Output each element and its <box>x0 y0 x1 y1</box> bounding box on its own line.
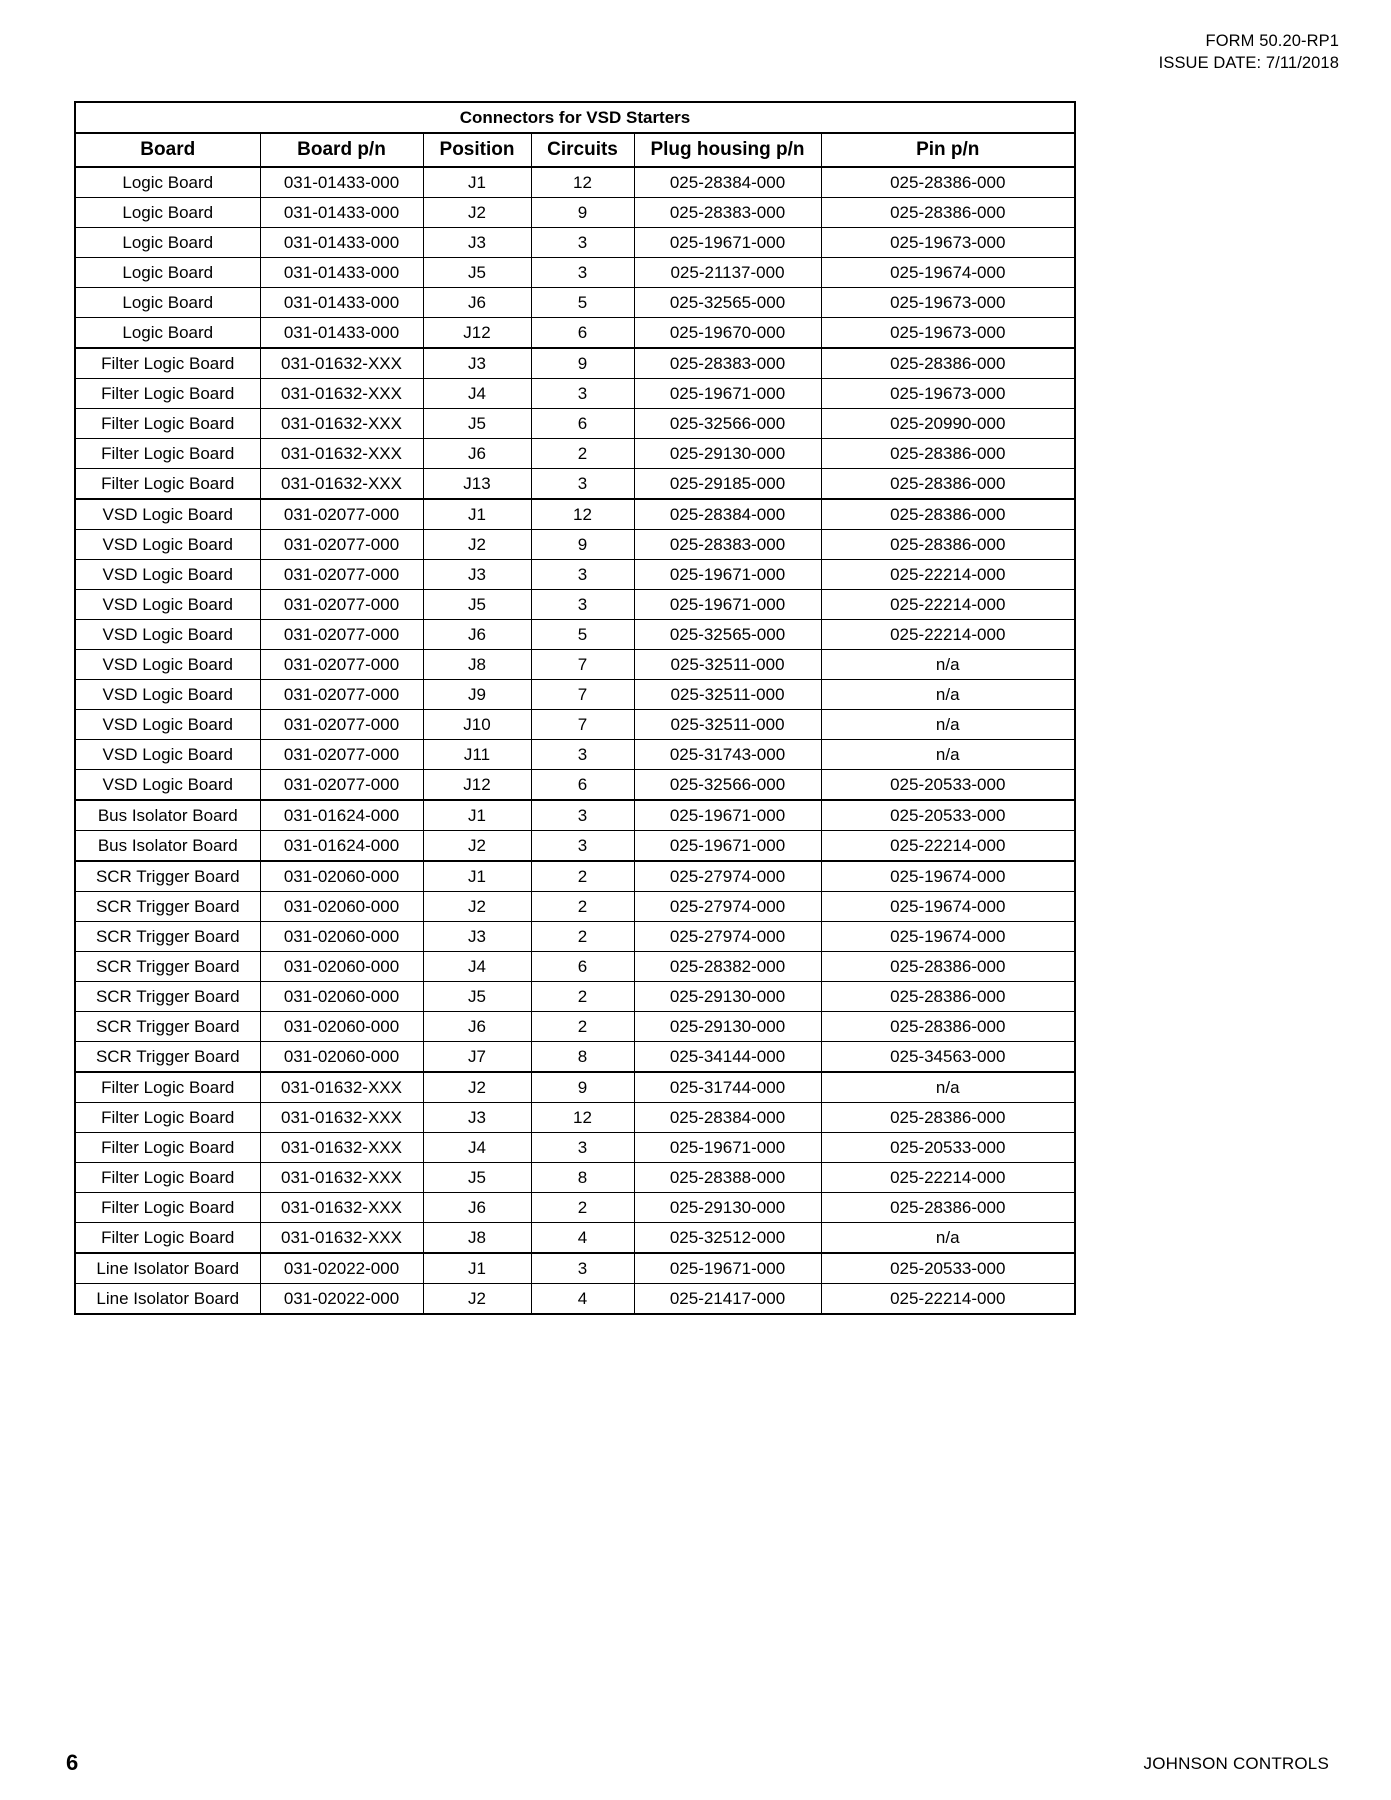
cell-plug-housing-pn: 025-32565-000 <box>634 288 821 318</box>
table-row <box>75 620 1075 650</box>
column-header-board: Board <box>75 133 260 167</box>
cell-board-pn: 031-02077-000 <box>260 560 423 590</box>
cell-pin-pn: 025-19674-000 <box>821 892 1075 922</box>
cell-circuits: 9 <box>531 1072 634 1103</box>
cell-board: Logic Board <box>75 167 260 198</box>
cell-board: Line Isolator Board <box>75 1253 260 1284</box>
cell-board-pn: 031-02060-000 <box>260 892 423 922</box>
cell-pin-pn: 025-28386-000 <box>821 167 1075 198</box>
cell-position: J5 <box>423 982 531 1012</box>
cell-pin-pn: 025-28386-000 <box>821 499 1075 530</box>
cell-plug-housing-pn: 025-27974-000 <box>634 861 821 892</box>
cell-board: Filter Logic Board <box>75 439 260 469</box>
table-row <box>75 1253 1075 1284</box>
cell-plug-housing-pn: 025-28384-000 <box>634 167 821 198</box>
cell-board-pn: 031-01632-XXX <box>260 1193 423 1223</box>
cell-board-pn: 031-01433-000 <box>260 258 423 288</box>
cell-board-pn: 031-01433-000 <box>260 198 423 228</box>
document-footer <box>0 1740 1391 1800</box>
cell-pin-pn: 025-20990-000 <box>821 409 1075 439</box>
cell-plug-housing-pn: 025-32565-000 <box>634 620 821 650</box>
cell-board-pn: 031-01433-000 <box>260 167 423 198</box>
cell-plug-housing-pn: 025-19670-000 <box>634 318 821 349</box>
cell-position: J2 <box>423 831 531 862</box>
cell-circuits: 2 <box>531 861 634 892</box>
cell-circuits: 3 <box>531 379 634 409</box>
table-row <box>75 770 1075 801</box>
cell-board-pn: 031-01632-XXX <box>260 409 423 439</box>
cell-board: VSD Logic Board <box>75 620 260 650</box>
cell-circuits: 3 <box>531 228 634 258</box>
column-header-pin-pn: Pin p/n <box>821 133 1075 167</box>
cell-pin-pn: n/a <box>821 1223 1075 1254</box>
cell-circuits: 12 <box>531 167 634 198</box>
cell-position: J3 <box>423 348 531 379</box>
cell-position: J9 <box>423 680 531 710</box>
cell-pin-pn: n/a <box>821 1072 1075 1103</box>
cell-circuits: 3 <box>531 590 634 620</box>
cell-pin-pn: 025-22214-000 <box>821 620 1075 650</box>
table-row <box>75 167 1075 198</box>
cell-board-pn: 031-02060-000 <box>260 982 423 1012</box>
cell-circuits: 2 <box>531 892 634 922</box>
cell-board-pn: 031-02060-000 <box>260 861 423 892</box>
cell-board-pn: 031-01632-XXX <box>260 379 423 409</box>
cell-pin-pn: 025-22214-000 <box>821 1284 1075 1315</box>
table-row <box>75 861 1075 892</box>
cell-board-pn: 031-01632-XXX <box>260 439 423 469</box>
cell-board: Logic Board <box>75 198 260 228</box>
cell-plug-housing-pn: 025-28384-000 <box>634 499 821 530</box>
cell-position: J12 <box>423 318 531 349</box>
cell-pin-pn: 025-28386-000 <box>821 1103 1075 1133</box>
cell-board: SCR Trigger Board <box>75 892 260 922</box>
table-row <box>75 1012 1075 1042</box>
cell-position: J5 <box>423 1163 531 1193</box>
cell-pin-pn: 025-19674-000 <box>821 258 1075 288</box>
cell-position: J2 <box>423 1072 531 1103</box>
cell-position: J4 <box>423 1133 531 1163</box>
cell-board-pn: 031-01624-000 <box>260 800 423 831</box>
cell-board-pn: 031-02077-000 <box>260 770 423 801</box>
cell-position: J8 <box>423 1223 531 1254</box>
cell-plug-housing-pn: 025-34144-000 <box>634 1042 821 1073</box>
table-row <box>75 740 1075 770</box>
cell-circuits: 5 <box>531 620 634 650</box>
cell-plug-housing-pn: 025-28388-000 <box>634 1163 821 1193</box>
cell-plug-housing-pn: 025-19671-000 <box>634 590 821 620</box>
cell-board-pn: 031-02022-000 <box>260 1284 423 1315</box>
cell-position: J2 <box>423 530 531 560</box>
table-row <box>75 892 1075 922</box>
cell-position: J6 <box>423 620 531 650</box>
cell-board-pn: 031-01632-XXX <box>260 469 423 500</box>
cell-board: Logic Board <box>75 258 260 288</box>
table-row <box>75 1163 1075 1193</box>
cell-plug-housing-pn: 025-32511-000 <box>634 650 821 680</box>
cell-board: SCR Trigger Board <box>75 861 260 892</box>
cell-board-pn: 031-01433-000 <box>260 288 423 318</box>
cell-circuits: 2 <box>531 1193 634 1223</box>
cell-position: J1 <box>423 167 531 198</box>
cell-plug-housing-pn: 025-27974-000 <box>634 922 821 952</box>
cell-pin-pn: 025-20533-000 <box>821 800 1075 831</box>
cell-board: Logic Board <box>75 288 260 318</box>
cell-circuits: 6 <box>531 952 634 982</box>
cell-position: J5 <box>423 258 531 288</box>
cell-position: J7 <box>423 1042 531 1073</box>
cell-plug-housing-pn: 025-29185-000 <box>634 469 821 500</box>
cell-position: J1 <box>423 499 531 530</box>
cell-pin-pn: 025-28386-000 <box>821 469 1075 500</box>
table-title: Connectors for VSD Starters <box>75 102 1075 133</box>
column-header-position: Position <box>423 133 531 167</box>
cell-plug-housing-pn: 025-19671-000 <box>634 800 821 831</box>
cell-circuits: 7 <box>531 680 634 710</box>
table-row <box>75 800 1075 831</box>
cell-position: J5 <box>423 409 531 439</box>
table-row <box>75 1072 1075 1103</box>
cell-board-pn: 031-02022-000 <box>260 1253 423 1284</box>
cell-pin-pn: 025-19673-000 <box>821 228 1075 258</box>
cell-pin-pn: n/a <box>821 680 1075 710</box>
cell-board-pn: 031-01433-000 <box>260 228 423 258</box>
cell-board-pn: 031-02077-000 <box>260 650 423 680</box>
cell-board: SCR Trigger Board <box>75 982 260 1012</box>
cell-pin-pn: 025-28386-000 <box>821 1012 1075 1042</box>
table-row <box>75 439 1075 469</box>
cell-circuits: 12 <box>531 1103 634 1133</box>
cell-pin-pn: 025-19674-000 <box>821 861 1075 892</box>
table-row <box>75 228 1075 258</box>
cell-board: VSD Logic Board <box>75 740 260 770</box>
table-head <box>75 102 1075 167</box>
cell-board: VSD Logic Board <box>75 499 260 530</box>
cell-pin-pn: 025-20533-000 <box>821 770 1075 801</box>
cell-board-pn: 031-02077-000 <box>260 499 423 530</box>
cell-position: J6 <box>423 1012 531 1042</box>
cell-plug-housing-pn: 025-31744-000 <box>634 1072 821 1103</box>
cell-circuits: 9 <box>531 198 634 228</box>
cell-plug-housing-pn: 025-27974-000 <box>634 892 821 922</box>
cell-board: Bus Isolator Board <box>75 800 260 831</box>
cell-board-pn: 031-02060-000 <box>260 1042 423 1073</box>
cell-position: J12 <box>423 770 531 801</box>
cell-plug-housing-pn: 025-28382-000 <box>634 952 821 982</box>
cell-board-pn: 031-01632-XXX <box>260 1133 423 1163</box>
cell-pin-pn: n/a <box>821 710 1075 740</box>
table-header-row <box>75 133 1075 167</box>
cell-position: J4 <box>423 952 531 982</box>
table-row <box>75 952 1075 982</box>
cell-board: VSD Logic Board <box>75 560 260 590</box>
cell-position: J3 <box>423 228 531 258</box>
cell-pin-pn: 025-28386-000 <box>821 982 1075 1012</box>
cell-board-pn: 031-01632-XXX <box>260 348 423 379</box>
cell-circuits: 12 <box>531 499 634 530</box>
cell-board: VSD Logic Board <box>75 710 260 740</box>
cell-circuits: 5 <box>531 288 634 318</box>
company-name: JOHNSON CONTROLS <box>1143 1754 1329 1773</box>
cell-board: VSD Logic Board <box>75 650 260 680</box>
cell-board: Line Isolator Board <box>75 1284 260 1315</box>
cell-pin-pn: 025-22214-000 <box>821 590 1075 620</box>
form-number: FORM 50.20-RP1 <box>1205 32 1339 50</box>
cell-board: Filter Logic Board <box>75 1163 260 1193</box>
cell-board-pn: 031-01433-000 <box>260 318 423 349</box>
table-row <box>75 469 1075 500</box>
cell-board: SCR Trigger Board <box>75 1012 260 1042</box>
cell-circuits: 7 <box>531 710 634 740</box>
cell-circuits: 2 <box>531 1012 634 1042</box>
document-header <box>1159 30 1339 75</box>
cell-pin-pn: 025-20533-000 <box>821 1253 1075 1284</box>
table-row <box>75 409 1075 439</box>
cell-pin-pn: 025-22214-000 <box>821 1163 1075 1193</box>
cell-plug-housing-pn: 025-28383-000 <box>634 198 821 228</box>
page-number: 6 <box>66 1750 79 1775</box>
table-row <box>75 1223 1075 1254</box>
cell-position: J13 <box>423 469 531 500</box>
cell-circuits: 3 <box>531 1133 634 1163</box>
cell-plug-housing-pn: 025-32511-000 <box>634 680 821 710</box>
cell-plug-housing-pn: 025-21137-000 <box>634 258 821 288</box>
cell-plug-housing-pn: 025-29130-000 <box>634 439 821 469</box>
cell-plug-housing-pn: 025-19671-000 <box>634 831 821 862</box>
cell-plug-housing-pn: 025-19671-000 <box>634 228 821 258</box>
cell-board-pn: 031-01632-XXX <box>260 1103 423 1133</box>
cell-circuits: 3 <box>531 469 634 500</box>
table-row <box>75 348 1075 379</box>
table-row <box>75 650 1075 680</box>
cell-plug-housing-pn: 025-28384-000 <box>634 1103 821 1133</box>
cell-plug-housing-pn: 025-32566-000 <box>634 770 821 801</box>
cell-board-pn: 031-02077-000 <box>260 590 423 620</box>
cell-circuits: 7 <box>531 650 634 680</box>
cell-position: J3 <box>423 1103 531 1133</box>
table-row <box>75 1193 1075 1223</box>
cell-circuits: 6 <box>531 770 634 801</box>
cell-pin-pn: n/a <box>821 650 1075 680</box>
cell-board-pn: 031-01624-000 <box>260 831 423 862</box>
table-row <box>75 1103 1075 1133</box>
cell-circuits: 6 <box>531 318 634 349</box>
cell-board: Filter Logic Board <box>75 1193 260 1223</box>
cell-pin-pn: n/a <box>821 740 1075 770</box>
cell-board-pn: 031-02060-000 <box>260 1012 423 1042</box>
cell-board: Filter Logic Board <box>75 379 260 409</box>
cell-circuits: 3 <box>531 1253 634 1284</box>
table-row <box>75 258 1075 288</box>
cell-plug-housing-pn: 025-19671-000 <box>634 379 821 409</box>
cell-board: VSD Logic Board <box>75 680 260 710</box>
cell-board: VSD Logic Board <box>75 770 260 801</box>
cell-board: Logic Board <box>75 228 260 258</box>
cell-plug-housing-pn: 025-19671-000 <box>634 1253 821 1284</box>
cell-plug-housing-pn: 025-21417-000 <box>634 1284 821 1315</box>
table-row <box>75 1042 1075 1073</box>
cell-position: J2 <box>423 1284 531 1315</box>
cell-position: J6 <box>423 1193 531 1223</box>
cell-position: J2 <box>423 198 531 228</box>
cell-position: J3 <box>423 560 531 590</box>
cell-board-pn: 031-01632-XXX <box>260 1163 423 1193</box>
cell-plug-housing-pn: 025-32512-000 <box>634 1223 821 1254</box>
cell-board: SCR Trigger Board <box>75 922 260 952</box>
cell-circuits: 9 <box>531 530 634 560</box>
cell-plug-housing-pn: 025-32511-000 <box>634 710 821 740</box>
column-header-circuits: Circuits <box>531 133 634 167</box>
cell-position: J1 <box>423 800 531 831</box>
cell-circuits: 3 <box>531 740 634 770</box>
table-row <box>75 710 1075 740</box>
cell-plug-housing-pn: 025-29130-000 <box>634 1193 821 1223</box>
cell-plug-housing-pn: 025-29130-000 <box>634 982 821 1012</box>
cell-circuits: 8 <box>531 1042 634 1073</box>
cell-board: Logic Board <box>75 318 260 349</box>
cell-pin-pn: 025-28386-000 <box>821 439 1075 469</box>
cell-circuits: 4 <box>531 1223 634 1254</box>
cell-board-pn: 031-01632-XXX <box>260 1072 423 1103</box>
cell-board: Filter Logic Board <box>75 1103 260 1133</box>
table-row <box>75 680 1075 710</box>
cell-circuits: 6 <box>531 409 634 439</box>
cell-board-pn: 031-02077-000 <box>260 740 423 770</box>
connectors-table-container <box>74 101 1074 1315</box>
cell-board: SCR Trigger Board <box>75 952 260 982</box>
cell-pin-pn: 025-28386-000 <box>821 198 1075 228</box>
cell-position: J6 <box>423 288 531 318</box>
cell-board: SCR Trigger Board <box>75 1042 260 1073</box>
cell-plug-housing-pn: 025-28383-000 <box>634 530 821 560</box>
table-row <box>75 922 1075 952</box>
cell-pin-pn: 025-19673-000 <box>821 318 1075 349</box>
cell-position: J2 <box>423 892 531 922</box>
cell-position: J4 <box>423 379 531 409</box>
cell-pin-pn: 025-22214-000 <box>821 560 1075 590</box>
cell-board: VSD Logic Board <box>75 590 260 620</box>
cell-board-pn: 031-02077-000 <box>260 680 423 710</box>
cell-circuits: 3 <box>531 800 634 831</box>
cell-plug-housing-pn: 025-19671-000 <box>634 1133 821 1163</box>
cell-board: Filter Logic Board <box>75 1133 260 1163</box>
cell-circuits: 2 <box>531 922 634 952</box>
cell-plug-housing-pn: 025-32566-000 <box>634 409 821 439</box>
cell-board-pn: 031-02060-000 <box>260 922 423 952</box>
table-row <box>75 590 1075 620</box>
table-row <box>75 1133 1075 1163</box>
table-row <box>75 982 1075 1012</box>
cell-circuits: 4 <box>531 1284 634 1315</box>
table-row <box>75 198 1075 228</box>
table-row <box>75 1284 1075 1315</box>
cell-board: Filter Logic Board <box>75 469 260 500</box>
cell-circuits: 2 <box>531 439 634 469</box>
cell-board-pn: 031-02077-000 <box>260 710 423 740</box>
cell-pin-pn: 025-28386-000 <box>821 952 1075 982</box>
cell-board-pn: 031-02077-000 <box>260 620 423 650</box>
cell-pin-pn: 025-28386-000 <box>821 348 1075 379</box>
cell-position: J3 <box>423 922 531 952</box>
cell-pin-pn: 025-19674-000 <box>821 922 1075 952</box>
table-row <box>75 831 1075 862</box>
cell-plug-housing-pn: 025-31743-000 <box>634 740 821 770</box>
cell-pin-pn: 025-19673-000 <box>821 288 1075 318</box>
cell-pin-pn: 025-34563-000 <box>821 1042 1075 1073</box>
connectors-table <box>74 101 1076 1315</box>
cell-pin-pn: 025-28386-000 <box>821 1193 1075 1223</box>
table-row <box>75 288 1075 318</box>
table-row <box>75 499 1075 530</box>
cell-plug-housing-pn: 025-19671-000 <box>634 560 821 590</box>
cell-position: J10 <box>423 710 531 740</box>
cell-circuits: 9 <box>531 348 634 379</box>
table-row <box>75 379 1075 409</box>
table-row <box>75 530 1075 560</box>
cell-position: J1 <box>423 1253 531 1284</box>
cell-position: J6 <box>423 439 531 469</box>
cell-board: Filter Logic Board <box>75 348 260 379</box>
cell-plug-housing-pn: 025-28383-000 <box>634 348 821 379</box>
cell-pin-pn: 025-22214-000 <box>821 831 1075 862</box>
table-title-row <box>75 102 1075 133</box>
cell-board: Bus Isolator Board <box>75 831 260 862</box>
cell-board-pn: 031-01632-XXX <box>260 1223 423 1254</box>
cell-board: VSD Logic Board <box>75 530 260 560</box>
cell-position: J5 <box>423 590 531 620</box>
table-body <box>75 167 1075 1314</box>
cell-pin-pn: 025-19673-000 <box>821 379 1075 409</box>
cell-circuits: 2 <box>531 982 634 1012</box>
cell-position: J11 <box>423 740 531 770</box>
cell-circuits: 8 <box>531 1163 634 1193</box>
cell-plug-housing-pn: 025-29130-000 <box>634 1012 821 1042</box>
cell-circuits: 3 <box>531 831 634 862</box>
cell-pin-pn: 025-28386-000 <box>821 530 1075 560</box>
issue-date: ISSUE DATE: 7/11/2018 <box>1158 54 1339 73</box>
cell-board-pn: 031-02077-000 <box>260 530 423 560</box>
cell-board: Filter Logic Board <box>75 1223 260 1254</box>
column-header-plug-housing-pn: Plug housing p/n <box>634 133 821 167</box>
cell-board: Filter Logic Board <box>75 409 260 439</box>
column-header-board-pn: Board p/n <box>260 133 423 167</box>
cell-board-pn: 031-02060-000 <box>260 952 423 982</box>
cell-position: J8 <box>423 650 531 680</box>
cell-board: Filter Logic Board <box>75 1072 260 1103</box>
table-row <box>75 318 1075 349</box>
cell-pin-pn: 025-20533-000 <box>821 1133 1075 1163</box>
cell-circuits: 3 <box>531 258 634 288</box>
cell-circuits: 3 <box>531 560 634 590</box>
table-row <box>75 560 1075 590</box>
cell-position: J1 <box>423 861 531 892</box>
